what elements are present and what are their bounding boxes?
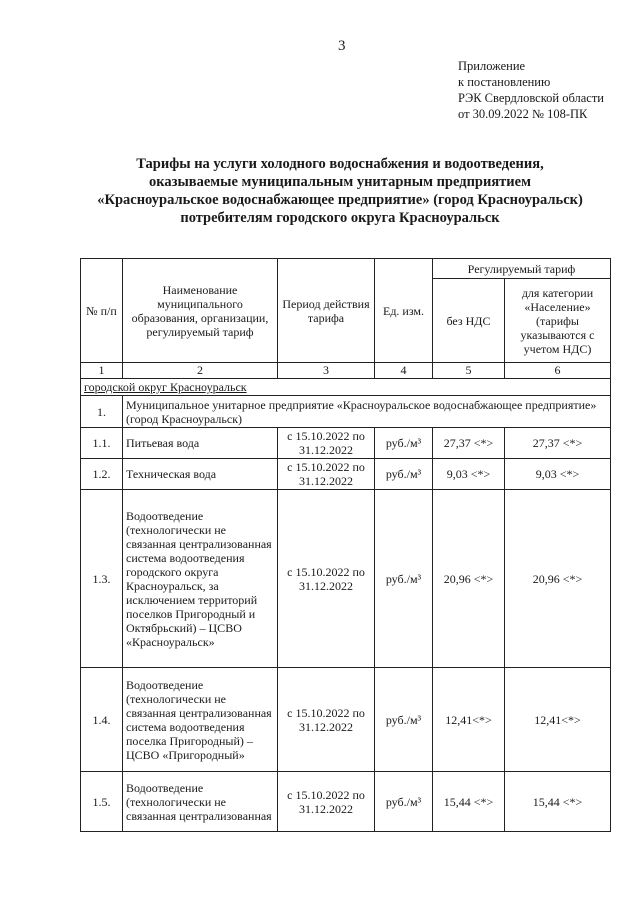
- row-unit: руб./м³: [375, 490, 433, 668]
- row-name: Водоотведение (технологически не связанная централизованная система водоотведения городского округа Красноуральск, за исключением территорий поселков Пригородный и Октябрьский) – ЦСВО «Красноуральск»: [123, 490, 278, 668]
- row-period: с 15.10.2022 по 31.12.2022: [278, 668, 375, 772]
- table-row: [81, 490, 611, 668]
- row-num: 1.4.: [81, 668, 123, 772]
- row-period: с 15.10.2022 по 31.12.2022: [278, 772, 375, 832]
- appendix-line: Приложение: [458, 59, 526, 73]
- title-line: потребителям городского округа Красноуральск: [180, 210, 500, 226]
- row-num: 1.5.: [81, 772, 123, 832]
- title-line: оказываемые муниципальным унитарным предприятием: [149, 174, 531, 190]
- row-population: 9,03 <*>: [505, 459, 611, 490]
- row-no-vat: 15,44 <*>: [433, 772, 505, 832]
- row-period: с 15.10.2022 по 31.12.2022: [278, 459, 375, 490]
- row-name: Техническая вода: [123, 459, 278, 490]
- header-no-vat: без НДС: [433, 279, 505, 363]
- row-num: 1.1.: [81, 428, 123, 459]
- row-unit: руб./м³: [375, 772, 433, 832]
- row-name: Питьевая вода: [123, 428, 278, 459]
- row-num: 1.2.: [81, 459, 123, 490]
- column-number: 5: [433, 363, 505, 379]
- column-number: 1: [81, 363, 123, 379]
- tariff-table: [80, 258, 611, 832]
- row-no-vat: 9,03 <*>: [433, 459, 505, 490]
- header-period: Период действия тарифа: [278, 259, 375, 363]
- header-name: Наименование муниципального образования, организации, регулируемый тариф: [123, 259, 278, 363]
- header-regulated-tariff: Регулируемый тариф: [433, 259, 611, 279]
- row-num: 1.3.: [81, 490, 123, 668]
- row-population: 12,41<*>: [505, 668, 611, 772]
- document-title: [60, 155, 620, 227]
- municipality-row: городской округ Красноуральск: [81, 379, 611, 396]
- row-name: Водоотведение (технологически не связанная централизованная: [123, 772, 278, 832]
- table-row: [81, 772, 611, 832]
- row-no-vat: 20,96 <*>: [433, 490, 505, 668]
- row-no-vat: 12,41<*>: [433, 668, 505, 772]
- column-number: 4: [375, 363, 433, 379]
- row-name: Водоотведение (технологически не связанная централизованная система водоотведения поселка Пригородный) – ЦСВО «Пригородный»: [123, 668, 278, 772]
- appendix-block: [458, 58, 604, 122]
- row-unit: руб./м³: [375, 428, 433, 459]
- column-number: 6: [505, 363, 611, 379]
- appendix-line: от 30.09.2022 № 108-ПК: [458, 107, 588, 121]
- column-number: 3: [278, 363, 375, 379]
- table-row: [81, 459, 611, 490]
- row-unit: руб./м³: [375, 459, 433, 490]
- table-row: [81, 668, 611, 772]
- row-period: с 15.10.2022 по 31.12.2022: [278, 428, 375, 459]
- header-population: для категории «Население» (тарифы указываются с учетом НДС): [505, 279, 611, 363]
- header-unit: Ед. изм.: [375, 259, 433, 363]
- row-population: 27,37 <*>: [505, 428, 611, 459]
- organization-num: 1.: [81, 396, 123, 428]
- page-number: 3: [338, 38, 346, 54]
- row-population: 15,44 <*>: [505, 772, 611, 832]
- row-no-vat: 27,37 <*>: [433, 428, 505, 459]
- row-unit: руб./м³: [375, 668, 433, 772]
- header-num: № п/п: [81, 259, 123, 363]
- table-row: [81, 428, 611, 459]
- title-line: Тарифы на услуги холодного водоснабжения и водоотведения,: [136, 156, 544, 172]
- title-line: «Красноуральское водоснабжающее предприятие» (город Красноуральск): [97, 192, 583, 208]
- row-period: с 15.10.2022 по 31.12.2022: [278, 490, 375, 668]
- row-population: 20,96 <*>: [505, 490, 611, 668]
- appendix-line: к постановлению: [458, 75, 551, 89]
- appendix-line: РЭК Свердловской области: [458, 91, 604, 105]
- column-number: 2: [123, 363, 278, 379]
- organization-name: Муниципальное унитарное предприятие «Красноуральское водоснабжающее предприятие» (город Красноуральск): [123, 396, 611, 428]
